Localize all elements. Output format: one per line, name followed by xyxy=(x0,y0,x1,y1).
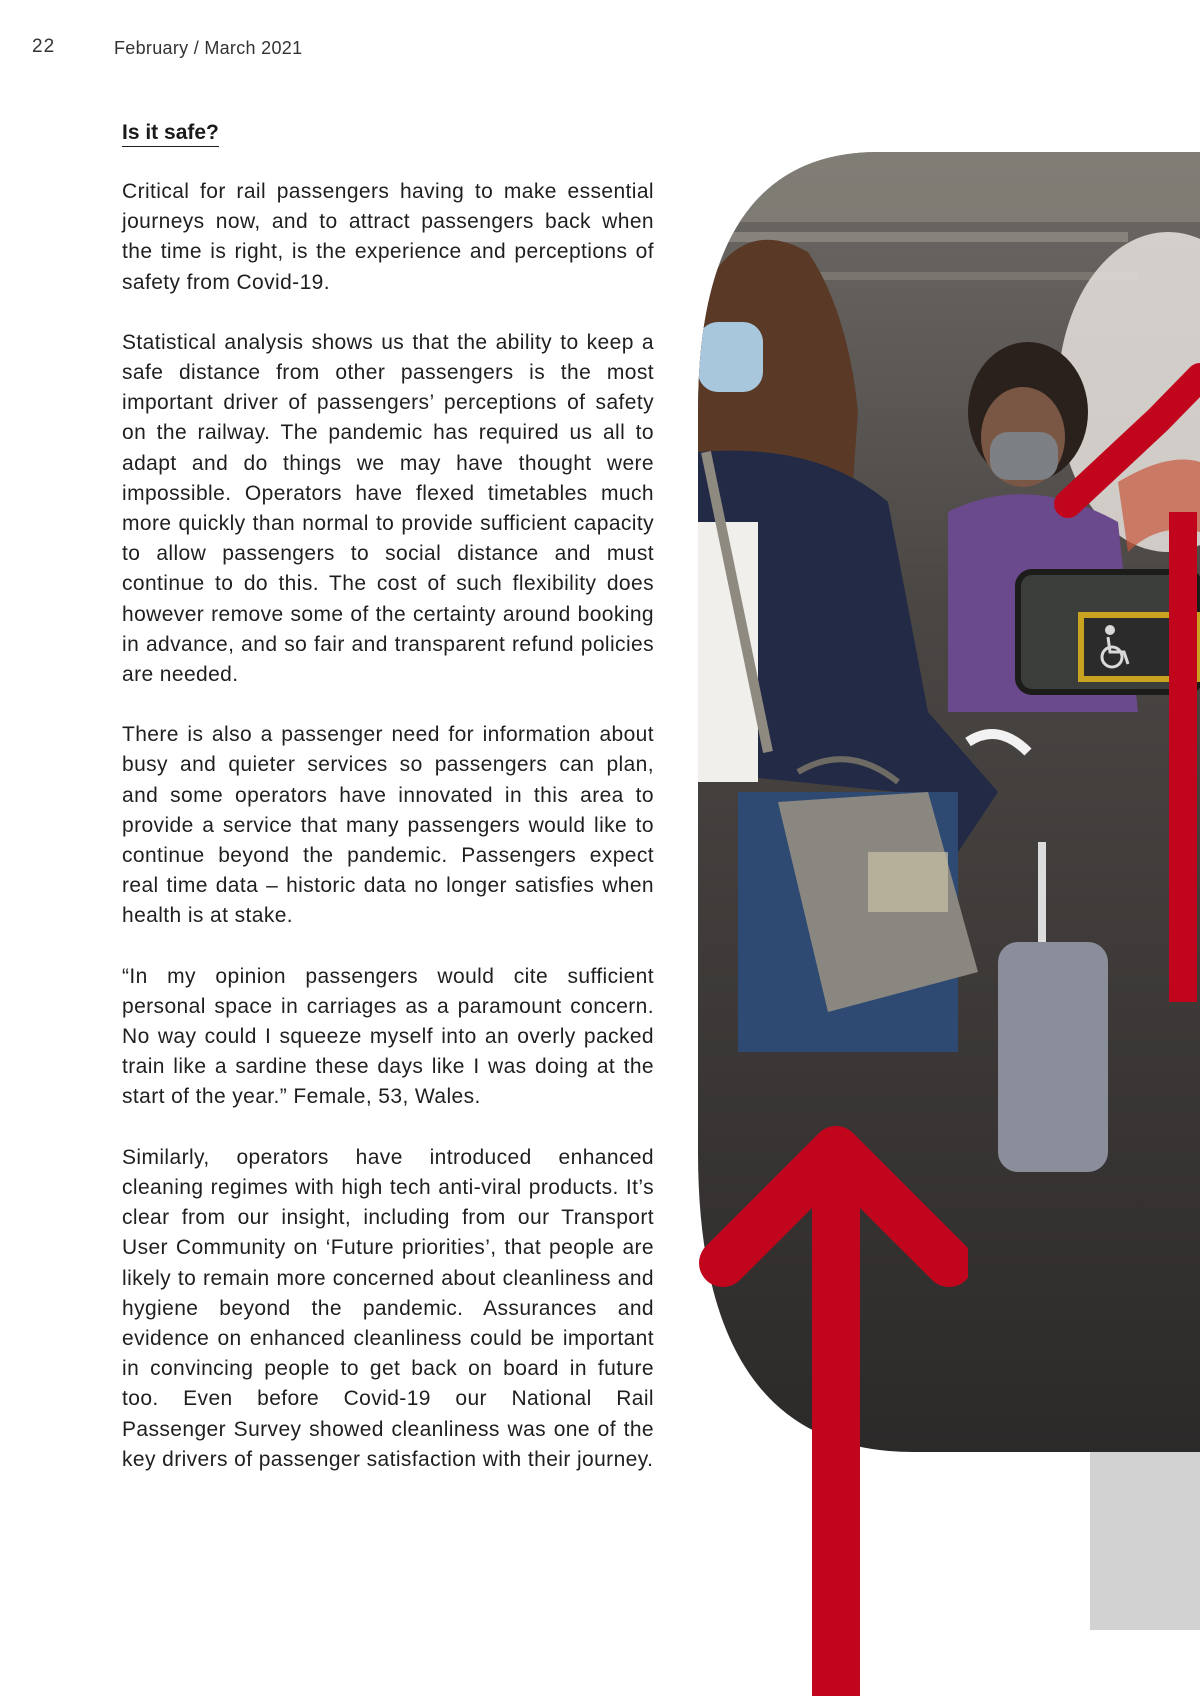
section-heading: Is it safe? xyxy=(122,120,219,147)
paragraph-safety-intro: Critical for rail passengers having to make essential journeys now, and to attract passengers back when the time is right, is the experience and perceptions of safety from Covid-19. xyxy=(122,180,654,294)
article-body xyxy=(122,120,654,1505)
paragraph-cleaning: Similarly, operators have introduced enhanced cleaning regimes with high tech anti-viral products. It’s clear from our insight, including from our Transport User Community on ‘Future priorities’, that people are likely to remain more concerned about cleanliness and hygiene beyond the pandemic. Assurances and evidence on enhanced cleanliness could be important in convincing people to get back on board in future too. Even before Covid-19 our National Rail Passenger Survey showed cleanliness was one of the key drivers of passenger satisfaction with their journey. xyxy=(122,1145,654,1471)
issue-date: February / March 2021 xyxy=(114,38,303,58)
page-number: 22 xyxy=(32,36,56,57)
paragraph-distance: Statistical analysis shows us that the ability to keep a safe distance from other passengers is the most important driver of passengers’ perceptions of safety on the railway. The pandemic has required us all to adapt and do things we may have thought were impossible. Operators have flexed timetables much more quickly than normal to provide sufficient capacity to allow passengers to social distance and must continue to do this. The cost of such flexibility does however remove some of the certainty around booking in advance, and so fair and transparent refund policies are needed. xyxy=(122,330,654,687)
paragraph-information: There is also a passenger need for information about busy and quieter services so passengers can plan, and some operators have innovated in this area to provide a service that many passengers would like to continue beyond the pandemic. Passengers expect real time data – historic data no longer satisfies when health is at stake. xyxy=(122,723,654,928)
passenger-quote: “In my opinion passengers would cite sufficient personal space in carriages as a paramount concern. No way could I squeeze myself into an overly packed train like a sardine these days like I was doing at the start of the year.” Female, 53, Wales. xyxy=(122,964,654,1109)
arrow-up-icon xyxy=(698,1110,968,1696)
